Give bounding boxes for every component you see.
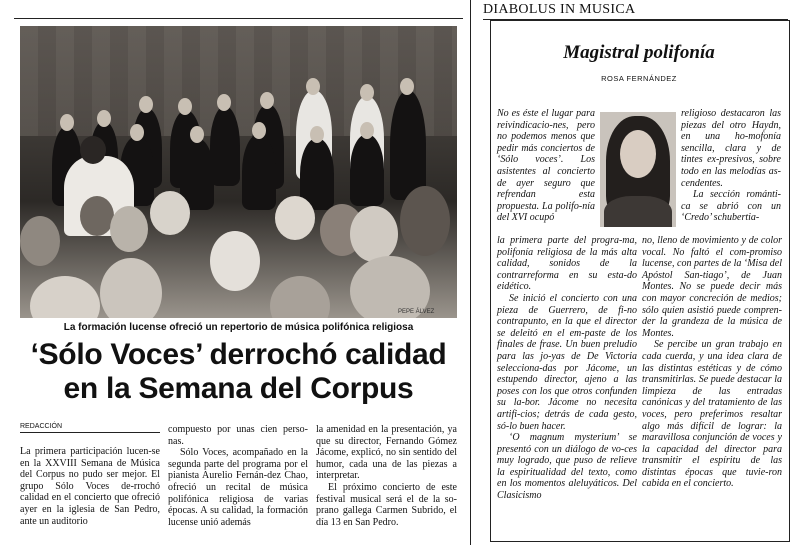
- byline: REDACCIÓN: [20, 423, 63, 430]
- section-title: DIABOLUS IN MUSICA: [483, 2, 636, 17]
- paragraph: la amenidad en la presentación, ya que su director, Fernando Gómez Jácome, explicó, no sin sentido del humor, cada una de las piezas a interpretar.: [316, 424, 457, 482]
- paragraph: La primera participación lucen-se en la XXVIII Semana de Música del Corpus no pudo ser mejor. El grupo Sólo Voces de-rrochó calidad en el concierto que ofreció ayer en la iglesia de San Pedro, ante un auditorio: [20, 446, 160, 527]
- left-top-rule: [14, 18, 463, 19]
- left-border-right: [470, 0, 471, 545]
- right-column-1-bottom: [497, 235, 637, 502]
- paragraph: Sólo Voces, acompañado en la segunda parte del programa por el pianista Aurelio Fernán-dez Chao, ofreció un recital de música polifónica religiosa de varias épocas. A su calidad, la formación lucense unió además: [168, 447, 308, 528]
- right-column-2-top: [681, 108, 781, 224]
- opinion-byline: ROSA FERNÁNDEZ: [601, 74, 677, 83]
- right-column-1-top: [497, 108, 595, 224]
- paragraph: ‘O magnum mysterium’ se presentó con un diálogo de vo-ces muy logrado, que puso de relieve la espiritualidad del texto, como en los momentos aleluyáticos. Del Clasicismo: [497, 432, 637, 502]
- paragraph: Se percibe un gran trabajo en cada cuerda, y una idea clara de las distintas estéticas y de cómo transmitirlas. Se puede destacar la limpieza de las entradas canónicas y del tratamiento de las voces, pero preferimos resaltar algo más difícil de lograr: la maravillosa conjunción de voces y la capacidad del director para transmitir el espíritu de las distintas épocas que tuvie-ron cabida en el concierto.: [642, 339, 782, 490]
- paragraph: La sección románti-ca se abrió con un ‘Credo’ schubertia-: [681, 189, 781, 224]
- right-column-2-bottom: [642, 235, 782, 490]
- opinion-title: Magistral polifonía: [563, 42, 715, 63]
- paragraph: la primera parte del progra-ma, polifonía religiosa de la más alta calidad, sonidos de la contrarreforma en su esta-do eidético.: [497, 235, 637, 293]
- headline-line-2: en la Semana del Corpus: [63, 372, 414, 405]
- byline-rule: [20, 432, 160, 433]
- paragraph: religioso destacaron las piezas del otro Haydn, en una ho-mofonía sencilla, clara y de tintes ex-presivos, sobre todo en las melodías as-cendentes.: [681, 108, 781, 189]
- paragraph: no, lleno de movimiento y de color vocal. No faltó el com-promiso lucense, con partes de la ‘Misa del Apóstol San-tiago’, de Juan Montes. No se puede decir más con mayor concreción de medios; sólo quien asistió puede compren-der la grandeza de la música de Montes.: [642, 235, 782, 339]
- left-column-2: [168, 424, 308, 528]
- headline: [20, 338, 457, 406]
- photo-credit: PEPE ÁLVEZ: [398, 309, 435, 315]
- left-column-1: [20, 446, 160, 527]
- paragraph: No es éste el lugar para reivindicacio-nes, pero no podemos menos que pedir más conciertos de ‘Sólo voces’. Los asistentes al concierto de ayer seguro que refrendan esta propuesta. La polifo-nía del XVI ocupó: [497, 108, 595, 224]
- paragraph: Se inició el concierto con una pieza de Guerrero, de fi-no contrapunto, en la que el director se deleitó en el em-paste de los finales de frase. Un buen preludio para las jo-yas de De Victoria selecciona-das por Jácome, un estupendo director, ajeno a las poses con los que otros confunden su la-bor. Jácome no necesita artifi-cios; detrás de cada gesto, só-lo buen hacer.: [497, 292, 637, 432]
- paragraph: compuesto por unas cien perso-nas.: [168, 424, 308, 447]
- choir-photo: [20, 26, 457, 318]
- paragraph: El próximo concierto de este festival musical será el de la so-prano gallega Carmen Subrido, el día 13 en San Pedro.: [316, 481, 457, 528]
- author-portrait: [600, 112, 676, 227]
- photo-caption: La formación lucense ofreció un repertorio de música polifónica religiosa: [63, 322, 414, 333]
- left-column-3: [316, 424, 457, 528]
- headline-line-1: ‘Sólo Voces’ derrochó calidad: [30, 338, 447, 371]
